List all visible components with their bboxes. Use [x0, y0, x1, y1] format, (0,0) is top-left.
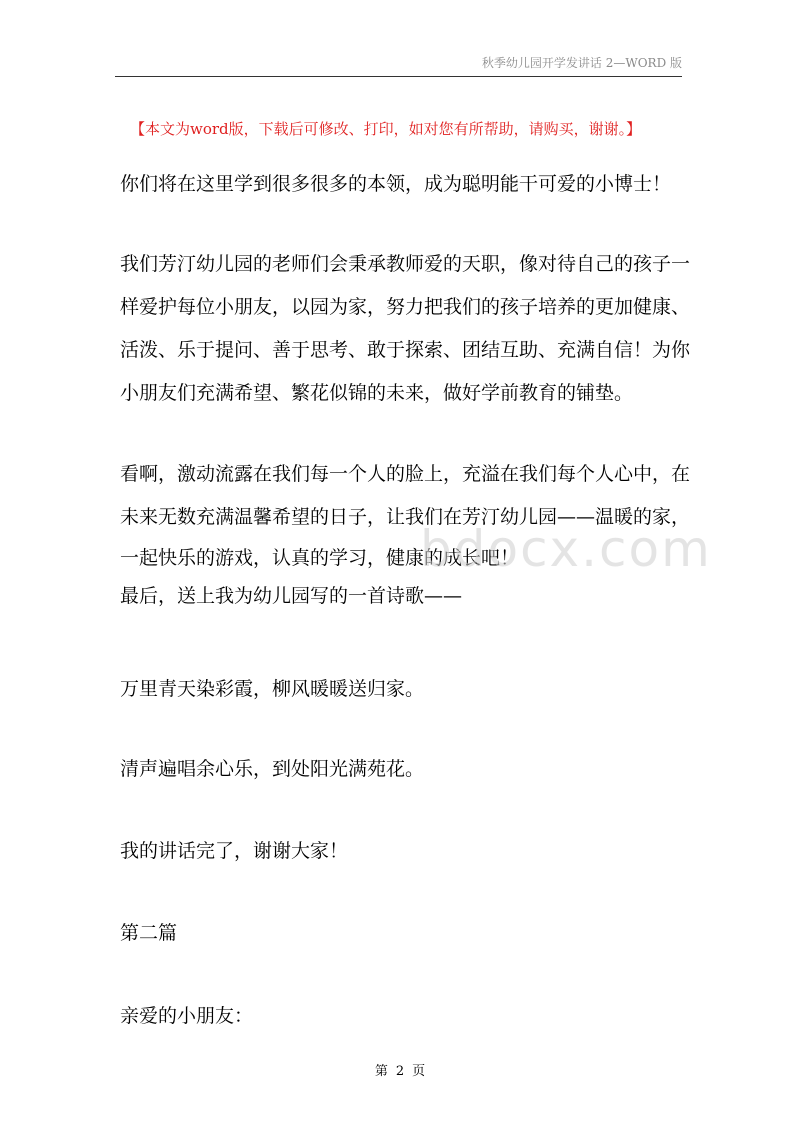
paragraph-line: 看啊，激动流露在我们每一个人的脸上，充溢在我们每个人心中，在 — [120, 463, 691, 485]
footer-prefix: 第 — [374, 1064, 388, 1079]
paragraph-2 — [120, 243, 690, 415]
page-footer — [0, 1060, 800, 1079]
paragraph-line: 我们芳汀幼儿园的老师们会秉承教师爱的天职，像对待自己的孩子一 — [120, 253, 691, 275]
paragraph-line: 未来无数充满温馨希望的日子，让我们在芳汀幼儿园——温暖的家， — [120, 506, 691, 528]
header-title: 秋季幼儿园开学发讲话 2—WORD 版 — [481, 56, 682, 70]
watermark: bdocx.com — [420, 520, 712, 578]
paragraph-line: 活泼、乐于提问、善于思考、敢于探索、团结互助、充满自信！为你 — [120, 339, 691, 361]
page-number: 2 — [395, 1064, 405, 1079]
footer-suffix: 页 — [412, 1064, 426, 1079]
purchase-notice: 【本文为word版，下载后可修改、打印，如对您有所帮助，请购买，谢谢。】 — [130, 120, 642, 138]
paragraph-line: 样爱护每位小朋友，以园为家，努力把我们的孩子培养的更加健康、 — [120, 296, 691, 318]
poem-line-2: 清声遍唱余心乐，到处阳光满苑花。 — [120, 758, 425, 780]
closing-line: 我的讲话完了，谢谢大家！ — [120, 840, 349, 862]
paragraph-line: 小朋友们充满希望、繁花似锦的未来，做好学前教育的铺垫。 — [120, 382, 634, 404]
paragraph-line: 一起快乐的游戏，认真的学习，健康的成长吧！ — [120, 547, 520, 569]
paragraph-1: 你们将在这里学到很多很多的本领，成为聪明能干可爱的小博士！ — [120, 173, 672, 195]
paragraph-line: 最后，送上我为幼儿园写的一首诗歌—— — [120, 585, 463, 607]
section-title: 第二篇 — [120, 922, 178, 944]
greeting-line: 亲爱的小朋友： — [120, 1005, 254, 1027]
page-header — [115, 50, 682, 77]
poem-line-1: 万里青天染彩霞，柳风暖暖送归家。 — [120, 678, 425, 700]
